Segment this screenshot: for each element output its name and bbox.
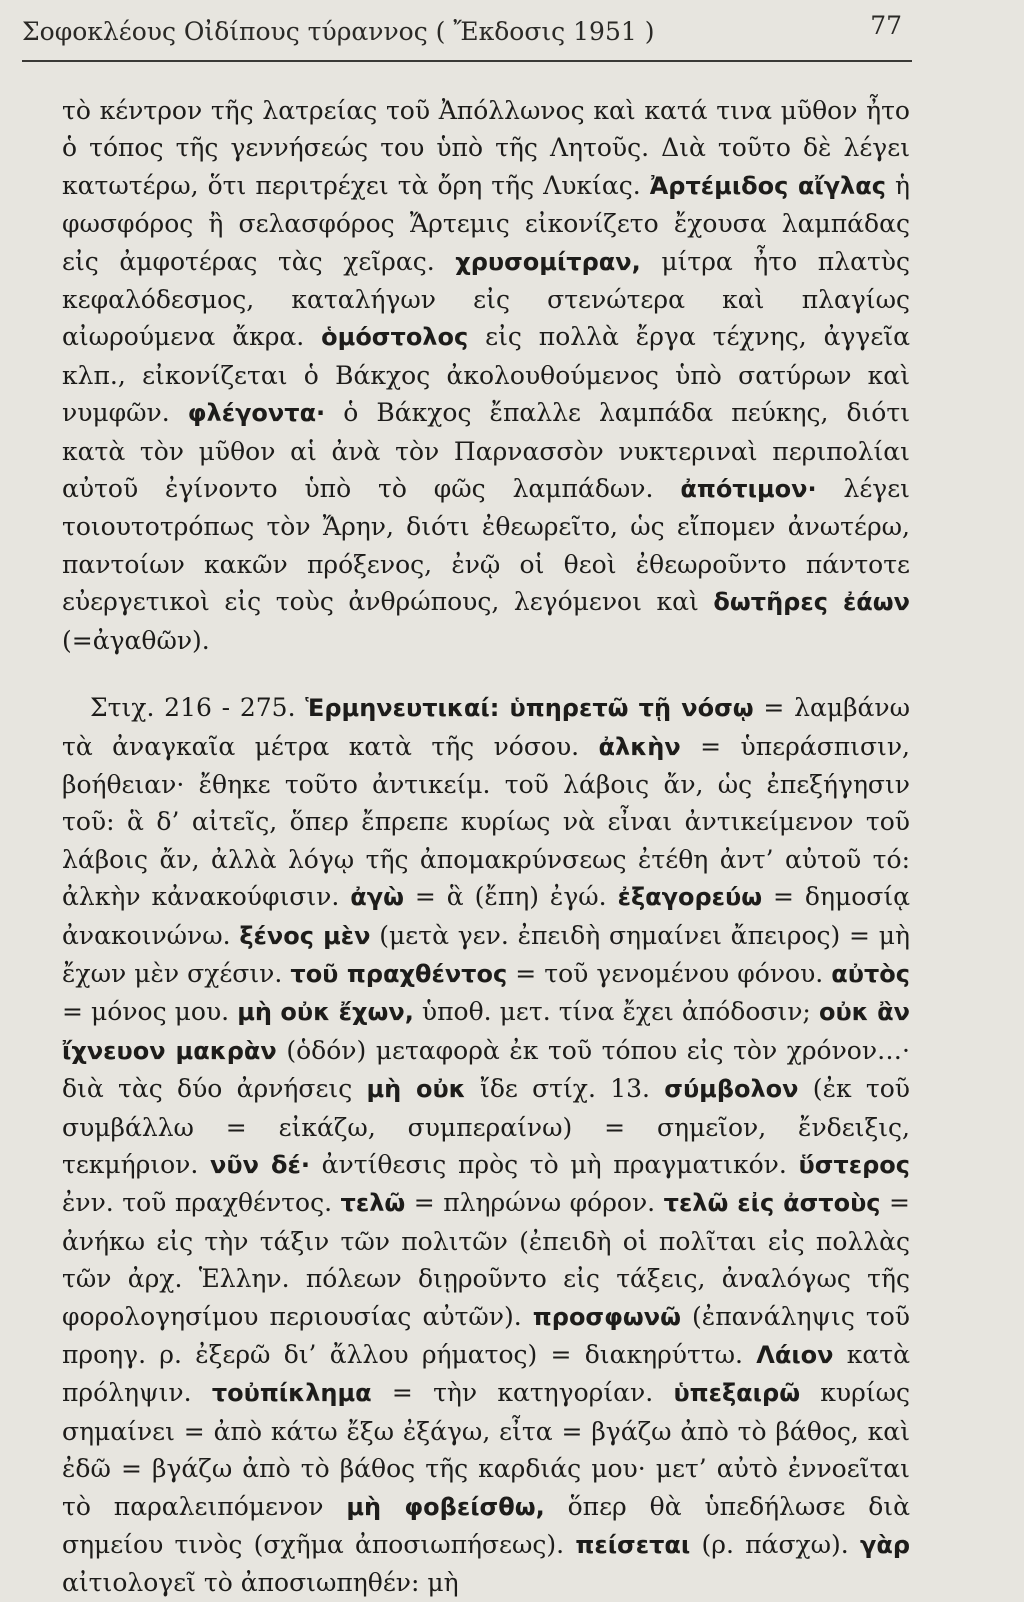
commentary-text: εἰς πολλὰ ἔργα τέχνης, ἀγγεῖα κλπ., εἰκονίζεται ὁ Βάκχος ἀκολουθούμενος ὑπὸ σατύρων καὶ νυμφῶν.	[62, 322, 910, 428]
commentary-text: = τοῦ γενομένου φόνου.	[507, 958, 832, 988]
lemma-term: τελῶ εἰς ἀστοὺς	[663, 1189, 881, 1218]
commentary-text: (=ἀγαθῶν).	[62, 625, 210, 655]
commentary-text: = ὑπεράσπισιν, βοήθειαν· ἔθηκε τοῦτο ἀντικείμ. τοῦ λάβοις ἄν, ὡς ἐπεξήγησιν τοῦ: ἃ δ’ αἰτεῖς, ὅπερ ἔπρεπε κυρίως νὰ εἶναι ἀντικείμενον τοῦ λάβοις ἄν, ἀλλὰ λόγῳ τῆς ἀπομακρύνσεως ἐτέθη ἀντ’ αὐτοῦ τό: ἀλκὴν κἀνακούφισιν.	[62, 731, 910, 912]
commentary-text: ἐνν. τοῦ πραχθέντος.	[62, 1188, 341, 1218]
commentary-text: Στιχ. 216 - 275.	[90, 693, 306, 723]
commentary-text: κατὰ πρόληψιν.	[62, 1340, 910, 1408]
paragraph-verses-216-275	[62, 689, 910, 1602]
lemma-term: χρυσομίτραν,	[455, 247, 641, 276]
commentary-text: = μόνος μου.	[62, 997, 238, 1027]
running-header	[22, 12, 902, 52]
lemma-term: ξένος μὲν	[239, 921, 371, 950]
lemma-term: ἀλκὴν	[598, 732, 681, 761]
lemma-term: ἀπότιμον·	[680, 475, 817, 504]
header-rule	[22, 60, 912, 62]
lemma-term: αὐτὸς	[831, 959, 911, 988]
lemma-term: μὴ φοβείσθω,	[346, 1492, 545, 1521]
commentary-text: ἴδε στίχ. 13.	[465, 1074, 665, 1104]
lemma-term: μὴ οὐκ ἔχων,	[237, 998, 414, 1027]
commentary-text: (ἐκ τοῦ συμβάλλω = εἰκάζω, συμπεραίνω) = σημεῖον, ἔνδειξις, τεκμήριον.	[62, 1074, 910, 1179]
commentary-text: (μετὰ γεν. ἐπειδὴ σημαίνει ἄπειρος) = μὴ ἔχων μὲν σχέσιν.	[62, 920, 910, 988]
lemma-term: ὑπεξαιρῶ	[673, 1379, 801, 1408]
main-text	[62, 92, 910, 1602]
commentary-text: ὅπερ θὰ ὑπεδήλωσε διὰ σημείου τινὸς (σχῆμα ἀποσιωπήσεως).	[62, 1491, 910, 1560]
lemma-term: ὁμόστολος	[321, 323, 469, 352]
commentary-text: ἀντίθεσις πρὸς τὸ μὴ πραγματικόν.	[309, 1149, 799, 1179]
commentary-text: μίτρα ἦτο πλατὺς κεφαλόδεσμος, καταλήγων εἰς στενώτερα καὶ πλαγίως αἰωρούμενα ἄκρα.	[62, 246, 910, 352]
lemma-term: φλέγοντα·	[187, 399, 326, 428]
lemma-term: ἀγὼ	[350, 883, 404, 912]
commentary-text: ἡ φωσφόρος ἢ σελασφόρος Ἄρτεμις εἰκονίζετο ἔχουσα λαμπάδας εἰς ἀμφοτέρας τὰς χεῖρας.	[62, 170, 910, 276]
lemma-term: τελῶ	[340, 1189, 406, 1218]
paragraph-commentary-continued	[62, 92, 910, 659]
lemma-term: νῦν δέ·	[210, 1150, 310, 1179]
lemma-term: Ἑρμηνευτικαί: ὑπηρετῶ τῇ νόσῳ	[305, 694, 754, 723]
commentary-text: τὸ κέντρον τῆς λατρείας τοῦ Ἀπόλλωνος καὶ κατά τινα μῦθον ἦτο ὁ τόπος τῆς γεννήσεώς του ὑπὸ τῆς Λητοῦς. Διὰ τοῦτο δὲ λέγει κατωτέρω, ὅτι περιτρέχει τὰ ὄρη τῆς Λυκίας.	[62, 96, 910, 200]
lemma-term: Ἀρτέμιδος αἴγλας	[649, 171, 886, 200]
lemma-term: γὰρ	[859, 1531, 910, 1560]
commentary-text: = τὴν κατηγορίαν.	[371, 1378, 674, 1408]
commentary-text: = δημοσίᾳ ἀνακοινώνω.	[62, 882, 911, 950]
lemma-term: μὴ οὐκ	[366, 1075, 466, 1104]
commentary-text: = λαμβάνω τὰ ἀναγκαῖα μέτρα κατὰ τῆς νόσου.	[62, 693, 910, 761]
commentary-text: = πληρώνω φόρον.	[405, 1188, 664, 1218]
lemma-term: οὐκ ἂν ἴχνευον μακρὰν	[62, 998, 911, 1065]
commentary-text: (ὁδόν) μεταφορὰ ἐκ τοῦ τόπου εἰς τὸν χρόνον…· διὰ τὰς δύο ἀρνήσεις	[62, 1035, 910, 1104]
lemma-term: σύμβολον	[664, 1075, 799, 1104]
lemma-term: ὕστερος	[798, 1150, 910, 1179]
commentary-text: ὁ Βάκχος ἔπαλλε λαμπάδα πεύκης, διότι κατὰ τὸν μῦθον αἱ ἀνὰ τὸν Παρνασσὸν νυκτεριναὶ περιπολίαι αὐτοῦ ἐγίνοντο ὑπὸ τὸ φῶς λαμπάδων.	[62, 398, 910, 504]
commentary-text: = ἃ (ἔπη) ἐγώ.	[403, 882, 618, 912]
commentary-text: κυρίως σημαίνει = ἀπὸ κάτω ἔξω ἐξάγω, εἶτα = βγάζω ἀπὸ τὸ βάθος, καὶ ἐδῶ = βγάζω ἀπὸ τὸ βάθος τῆς καρδιάς μου· μετ’ αὐτὸ ἐννοεῖται τὸ παραλειπόμενον	[62, 1378, 911, 1521]
commentary-text: (ρ. πάσχω).	[690, 1530, 860, 1560]
lemma-term: πείσεται	[575, 1531, 691, 1560]
page-number: 77	[870, 11, 902, 40]
commentary-text: αἰτιολογεῖ τὸ ἀποσιωπηθέν: μὴ	[62, 1568, 459, 1598]
commentary-text: = ἀνήκω εἰς τὴν τάξιν τῶν πολιτῶν (ἐπειδὴ οἱ πολῖται εἰς πολλὰς τῶν ἀρχ. Ἑλλην. πόλεων διῃροῦντο εἰς τάξεις, ἀναλόγως τῆς φορολογησίμου περιουσίας αὐτῶν).	[62, 1188, 910, 1331]
lemma-term: Λάιον	[756, 1341, 834, 1369]
commentary-text: λέγει τοιουτοτρόπως τὸν Ἄρην, διότι ἐθεωρεῖτο, ὡς εἴπομεν ἀνωτέρω, παντοίων κακῶν πρόξενος, ἐνῷ οἱ θεοὶ ἐθεωροῦντο πάντοτε εὐεργετικοὶ εἰς τοὺς ἀνθρώπους, λεγόμενοι καὶ	[62, 474, 910, 617]
lemma-term: προσφωνῶ	[532, 1302, 681, 1331]
lemma-term: τοῦ πραχθέντος	[290, 959, 508, 988]
commentary-text: ὑποθ. μετ. τίνα ἔχει ἀπόδοσιν;	[413, 997, 819, 1027]
running-title: Σοφοκλέους Οἰδίπους τύραννος ( Ἔκδοσις 1951 )	[22, 17, 655, 46]
lemma-term: ἐξαγορεύω	[617, 883, 763, 912]
lemma-term: δωτῆρες ἐάων	[713, 588, 910, 617]
lemma-term: τοὐπίκλημα	[211, 1379, 372, 1408]
commentary-text: (ἐπανάληψις τοῦ προηγ. ρ. ἐξερῶ δι’ ἄλλου ρήματος) = διακηρύττω.	[62, 1301, 910, 1369]
